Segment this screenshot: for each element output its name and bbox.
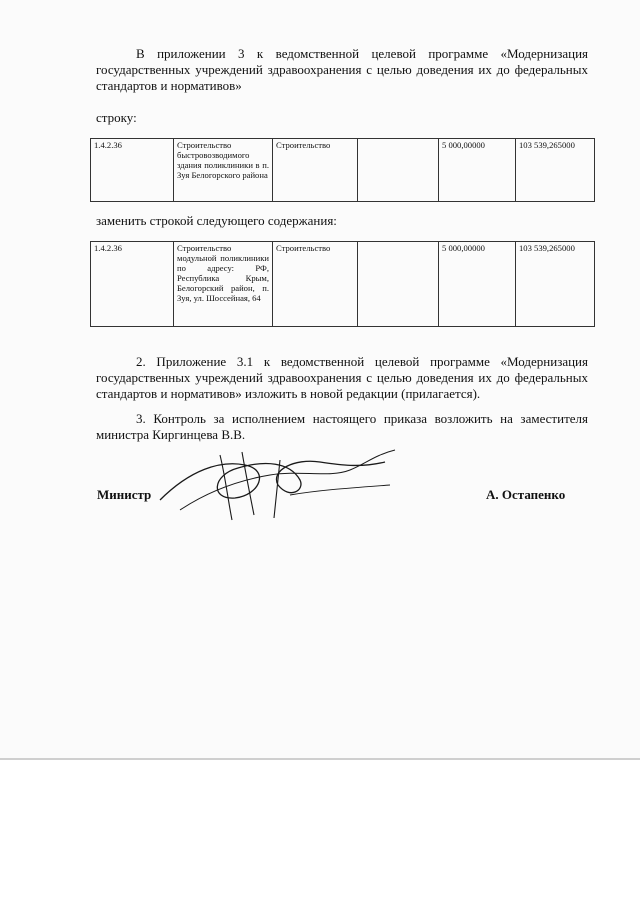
- intro-paragraph: В приложении 3 к ведомственной целевой программе «Модернизация государственных учреждений здравоохранения с целью доведения их до федеральных стандартов и нормативов»: [96, 46, 588, 93]
- row-empty: [358, 242, 439, 327]
- table-row: [91, 139, 595, 202]
- item-3-paragraph: 3. Контроль за исполнением настоящего приказа возложить на заместителя министра Киргинцева В.В.: [96, 411, 588, 442]
- row-code: 1.4.2.36: [91, 242, 174, 327]
- row-amount-2: 103 539,265000: [516, 139, 595, 202]
- signatory-name: А. Остапенко: [486, 487, 566, 502]
- replace-label: заменить строкой следующего содержания:: [96, 213, 337, 228]
- row-type: Строительство: [273, 139, 358, 202]
- row-name: Строительство модульной поликлиники по адресу: РФ, Республика Крым, Белогорский район, п. Зуя, ул. Шоссейная, 64: [174, 242, 273, 327]
- row-type: Строительство: [273, 242, 358, 327]
- replacement-row-table: [90, 241, 595, 327]
- table-row: [91, 242, 595, 327]
- item-2-paragraph: 2. Приложение 3.1 к ведомственной целевой программе «Модернизация государственных учреждений здравоохранения с целью доведения их до федеральных стандартов и нормативов» изложить в новой редакции (прилагается).: [96, 354, 588, 401]
- scan-edge-divider: [0, 758, 640, 760]
- row-empty: [358, 139, 439, 202]
- row-amount-2: 103 539,265000: [516, 242, 595, 327]
- row-name: Строительство быстровозводимого здания поликлиники в п. Зуя Белогорского района: [174, 139, 273, 202]
- row-amount-1: 5 000,00000: [439, 242, 516, 327]
- row-code: 1.4.2.36: [91, 139, 174, 202]
- original-row-table: [90, 138, 595, 202]
- row-label: строку:: [96, 110, 137, 125]
- signatory-position: Министр: [97, 487, 152, 502]
- row-amount-1: 5 000,00000: [439, 139, 516, 202]
- handwritten-signature: [150, 440, 400, 530]
